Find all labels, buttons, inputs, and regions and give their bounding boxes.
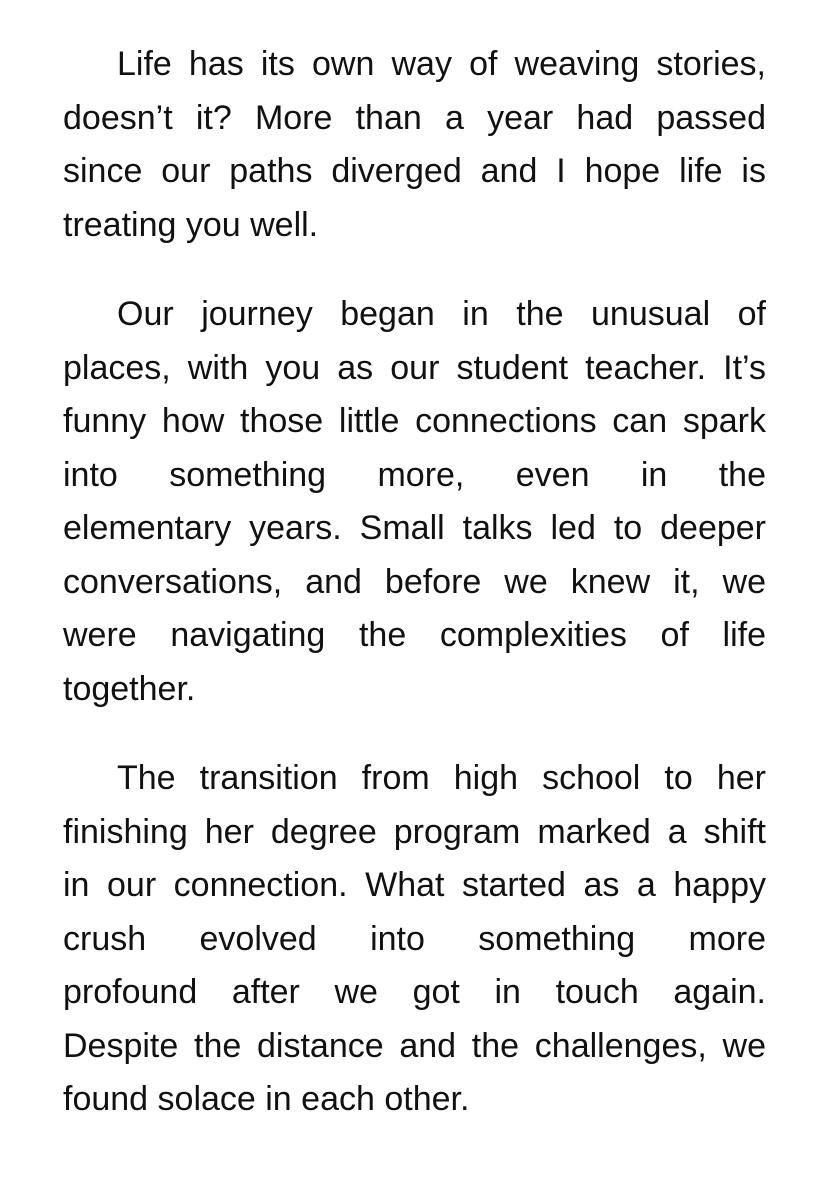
text-line: treating you well. (63, 205, 319, 244)
text-line: crush evolved into something more (63, 919, 766, 958)
text-line: elementary years. Small talks led to deeper (63, 509, 766, 547)
text-line: profound after we got in touch again. (63, 973, 766, 1011)
text-line: Life has its own way of weaving stories, (117, 45, 766, 83)
text-line: since our paths diverged and I hope life is (63, 152, 766, 190)
paragraph-1 (63, 38, 766, 252)
paragraph-3 (63, 752, 766, 1127)
text-line: were navigating the complexities of life (63, 616, 766, 654)
text-line: doesn’t it? More than a year had passed (63, 98, 766, 137)
text-line: finishing her degree program marked a shift (63, 812, 766, 851)
text-line: Our journey began in the unusual of (117, 295, 766, 333)
paragraph-2 (63, 288, 766, 716)
text-line: conversations, and before we knew it, we (63, 562, 766, 601)
text-line: in our connection. What started as a happy (63, 866, 766, 904)
text-line: found solace in each other. (63, 1080, 470, 1118)
document-page (63, 38, 766, 1163)
text-line: into something more, even in the (63, 455, 766, 494)
text-line: funny how those little connections can spark (63, 402, 766, 440)
text-line: together. (63, 669, 196, 708)
text-line: places, with you as our student teacher. It’s (63, 348, 766, 387)
text-line: The transition from high school to her (117, 759, 766, 797)
text-line: Despite the distance and the challenges, we (63, 1026, 766, 1065)
